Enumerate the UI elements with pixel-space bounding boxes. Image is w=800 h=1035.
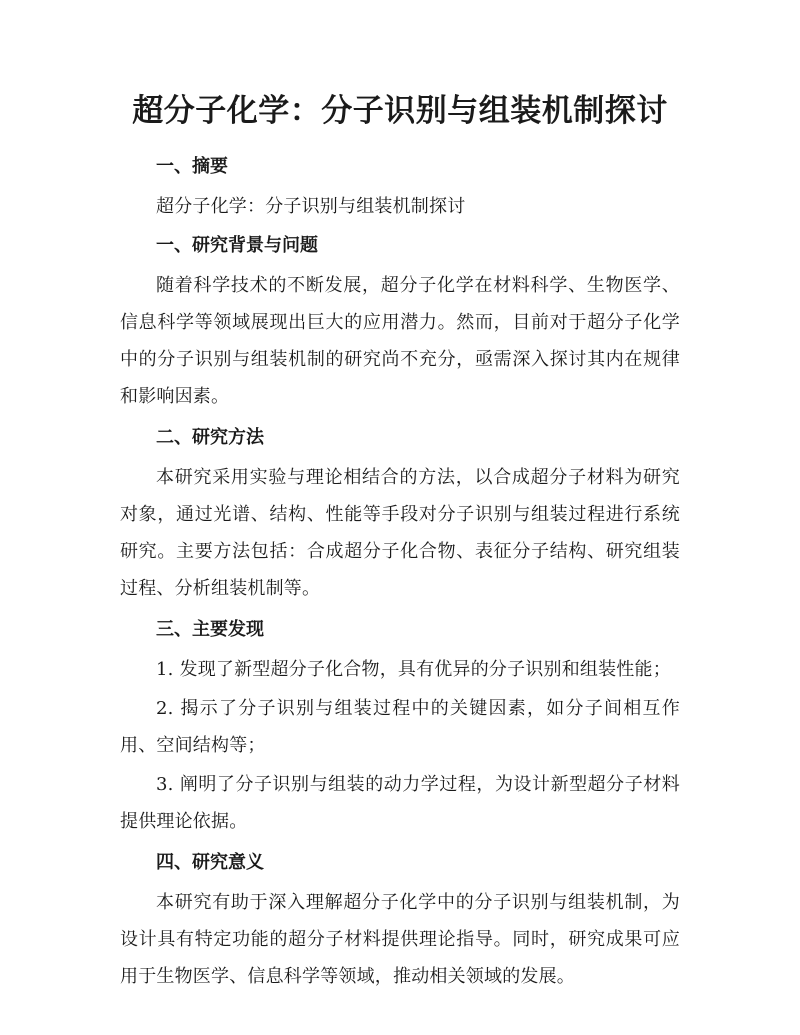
- finding-item-3: 3. 阐明了分子识别与组装的动力学过程，为设计新型超分子材料提供理论依据。: [120, 774, 680, 832]
- document-body: [120, 148, 680, 995]
- background-heading: 一、研究背景与问题: [156, 235, 318, 256]
- background-text: 随着科学技术的不断发展，超分子化学在材料科学、生物医学、信息科学等领域展现出巨大的应用潜力。然而，目前对于超分子化学中的分子识别与组装机制的研究尚不充分，亟需深入探讨其内在规律和影响因素。: [120, 275, 680, 407]
- significance-text: 本研究有助于深入理解超分子化学中的分子识别与组装机制，为设计具有特定功能的超分子材料提供理论指导。同时，研究成果可应用于生物医学、信息科学等领域，推动相关领域的发展。: [120, 892, 680, 987]
- abstract-heading: 一、摘要: [156, 156, 228, 177]
- finding-item-2: 2. 揭示了分子识别与组装过程中的关键因素，如分子间相互作用、空间结构等；: [120, 698, 680, 756]
- abstract-text: 超分子化学：分子识别与组装机制探讨: [156, 196, 466, 217]
- methods-text: 本研究采用实验与理论相结合的方法，以合成超分子材料为研究对象，通过光谱、结构、性能等手段对分子识别与组装过程进行系统研究。主要方法包括：合成超分子化合物、表征分子结构、研究组装过程、分析组装机制等。: [120, 467, 680, 599]
- significance-heading: 四、研究意义: [156, 852, 264, 873]
- findings-heading: 三、主要发现: [156, 619, 264, 640]
- methods-heading: 二、研究方法: [156, 427, 264, 448]
- finding-item-1: 1. 发现了新型超分子化合物，具有优异的分子识别和组装性能；: [156, 659, 671, 680]
- document-title: 超分子化学：分子识别与组装机制探讨: [132, 93, 668, 129]
